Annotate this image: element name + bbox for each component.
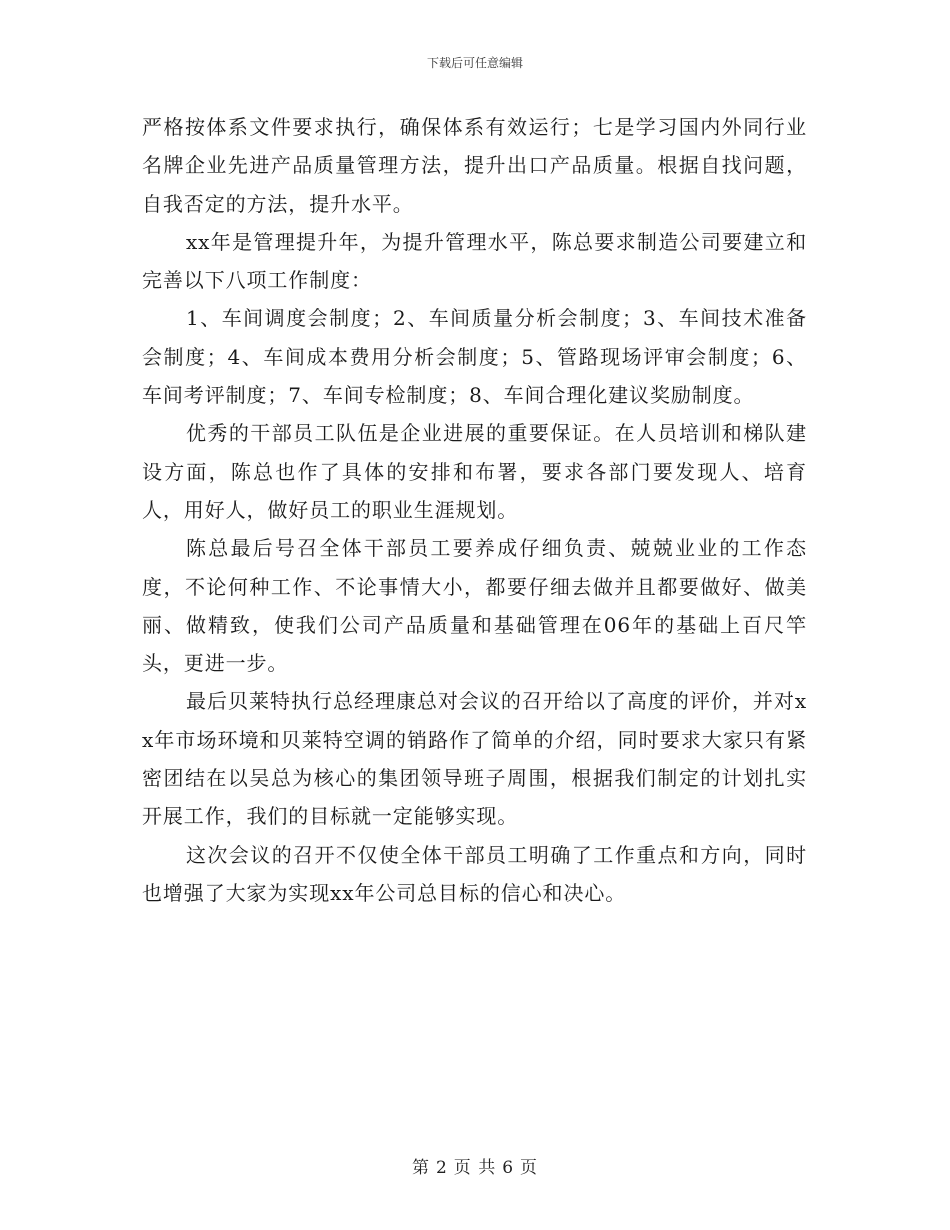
paragraph: 这次会议的召开不仅使全体干部员工明确了工作重点和方向，同时也增强了大家为实现xx年公司总目标的信心和决心。 [142, 842, 807, 905]
paragraph-continued: 严格按体系文件要求执行，确保体系有效运行；七是学习国内外同行业名牌企业先进产品质量管理方法，提升出口产品质量。根据自找问题，自我否定的方法，提升水平。 [142, 115, 807, 216]
page-total: 6 [502, 1158, 515, 1178]
paragraph: 最后贝莱特执行总经理康总对会议的召开给以了高度的评价，并对xx年市场环境和贝莱特空调的销路作了简单的介绍，同时要求大家只有紧密团结在以吴总为核心的集团领导班子周围，根据我们制定的计划扎实开展工作，我们的目标就一定能够实现。 [142, 689, 807, 829]
document-body [142, 108, 807, 912]
page-number: 2 [435, 1158, 448, 1178]
paragraph-system-list: 1、车间调度会制度；2、车间质量分析会制度；3、车间技术准备会制度；4、车间成本费用分析会制度；5、管路现场评审会制度；6、车间考评制度；7、车间专检制度；8、车间合理化建议奖励制度。 [142, 306, 807, 408]
page-footer [0, 1153, 950, 1178]
paragraph: 陈总最后号召全体干部员工要养成仔细负责、兢兢业业的工作态度，不论何种工作、不论事情大小，都要仔细去做并且都要做好、做美丽、做精致，使我们公司产品质量和基础管理在06年的基础上百尺竿头，更进一步。 [142, 536, 807, 676]
page-suffix: 页 [520, 1158, 539, 1178]
page-header: 下载后可任意编辑 [426, 56, 523, 70]
page-prefix: 第 [411, 1158, 430, 1178]
page-mid: 页 共 [453, 1158, 497, 1178]
paragraph: 优秀的干部员工队伍是企业进展的重要保证。在人员培训和梯队建设方面，陈总也作了具体的安排和布署，要求各部门要发现人、培育人，用好人，做好员工的职业生涯规划。 [142, 421, 807, 522]
paragraph: xx年是管理提升年，为提升管理水平，陈总要求制造公司要建立和完善以下八项工作制度： [142, 229, 807, 293]
